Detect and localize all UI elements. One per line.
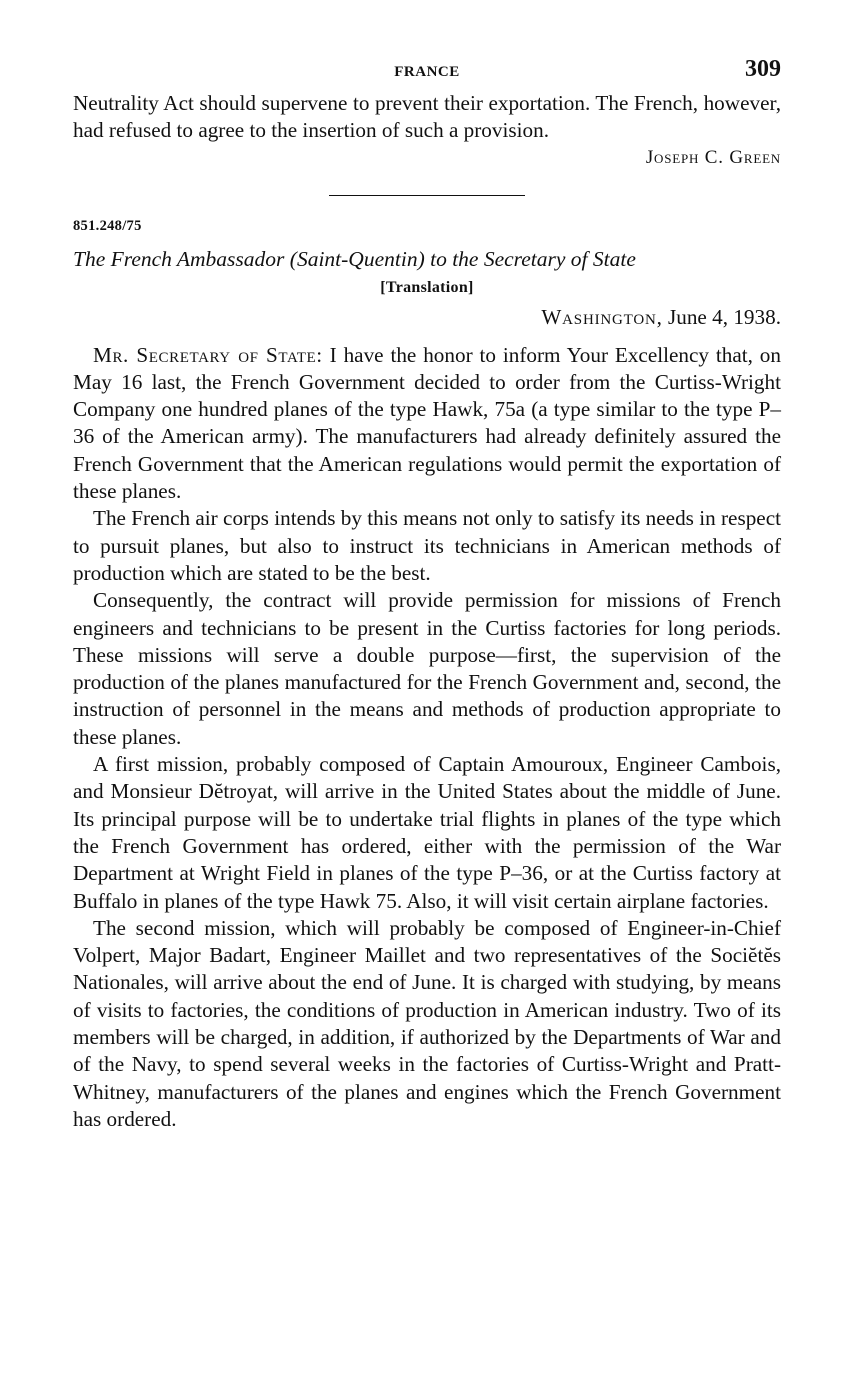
- previous-document-closing-text: Neutrality Act should supervene to prevent their exportation. The French, however, had refused to agree to the insertion of such a provision.: [73, 91, 781, 143]
- paragraph-3: Consequently, the contract will provide permission for missions of French engineers and technicians to be present in the Curtiss factories for long periods. These missions will serve a double purpose—first, the supervision of the production of the planes manufactured for the French Government and, second, the instruction of personnel in the means and methods of production appropriate to these planes.: [73, 588, 781, 749]
- file-number: 851.248/75: [73, 217, 142, 234]
- page-number: 309: [745, 56, 781, 82]
- document-page: [73, 56, 781, 1133]
- document-title: The French Ambassador (Saint-Quentin) to the Secretary of State: [73, 246, 636, 271]
- paragraph-1: [73, 342, 781, 506]
- signature: Joseph C. Green: [645, 146, 781, 168]
- paragraph-2: The French air corps intends by this means not only to satisfy its needs in respect to pursuit planes, but also to instruct its technicians in American methods of production which are stated to be the best.: [73, 506, 781, 585]
- dateline: [73, 305, 781, 333]
- letter-body: [73, 342, 781, 1134]
- paragraph-5: The second mission, which will probably be composed of Engineer-in-Chief Volpert, Major Badart, Engineer Maillet and two representatives of the Sociĕtĕs Nationales, will arrive about the end of June. It is charged with studying, by means of visits to factories, the conditions of production in American industry. Two of its members will be charged, in addition, if authorized by the Departments of War and of the Navy, to spend several weeks in the factories of Curtiss-Wright and Pratt-Whitney, manufacturers of the planes and engines which the French Government has ordered.: [73, 915, 781, 1131]
- running-header: [73, 56, 781, 90]
- dateline-place: Washington,: [541, 304, 663, 329]
- translation-note: [Translation]: [380, 278, 474, 296]
- section-divider: [329, 195, 525, 196]
- dateline-date: June 4, 1938.: [662, 304, 781, 329]
- paragraph-4: A first mission, probably composed of Captain Amouroux, Engineer Cambois, and Monsieur Dĕtroyat, will arrive in the United States about the middle of June. Its principal purpose will be to undertake trial flights in planes of the type which the French Government has ordered, either with the permission of the War Department at Wright Field in planes of the type P–36, or at the Curtiss factory at Buffalo in planes of the type Hawk 75. Also, it will visit certain airplane factories.: [73, 752, 781, 913]
- paragraph-1-text: I have the honor to inform Your Excellency that, on May 16 last, the French Government decided to order from the Curtiss-Wright Company one hundred planes of the type Hawk, 75a (a type similar to the type P–36 of the American army). The manufacturers had already definitely assured the French Government that the American regulations would permit the exportation of these planes.: [73, 342, 781, 504]
- salutation: Mr. Secretary of State:: [93, 342, 323, 367]
- running-title: FRANCE: [394, 64, 460, 80]
